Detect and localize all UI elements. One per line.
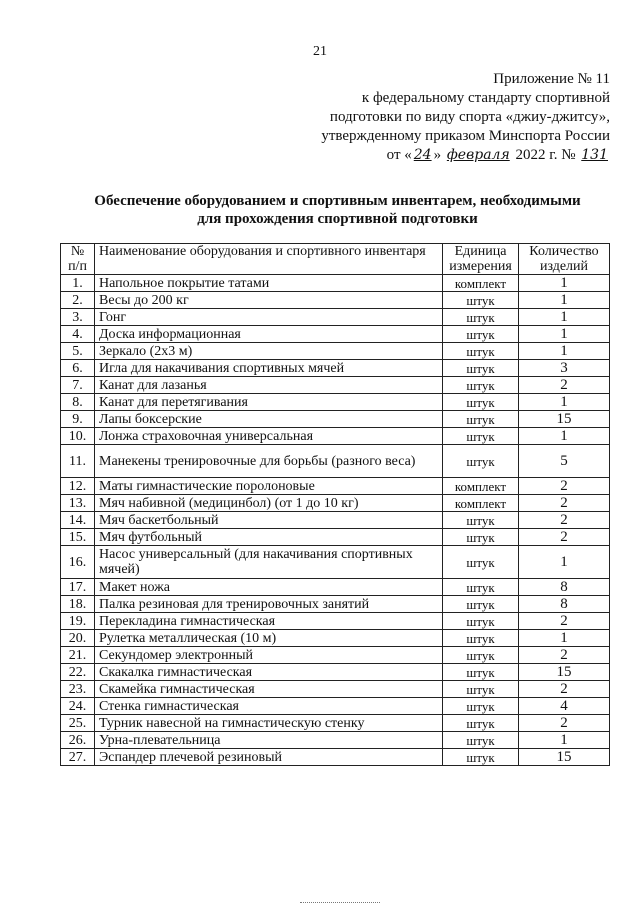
row-name: Перекладина гимнастическая bbox=[95, 613, 443, 630]
table-row bbox=[61, 579, 610, 596]
row-unit: штук bbox=[443, 394, 519, 411]
row-num: 25. bbox=[61, 715, 95, 732]
table-row bbox=[61, 715, 610, 732]
row-name: Лонжа страховочная универсальная bbox=[95, 428, 443, 445]
row-name: Мяч набивной (медицинбол) (от 1 до 10 кг) bbox=[95, 495, 443, 512]
row-name: Лапы боксерские bbox=[95, 411, 443, 428]
row-unit: штук bbox=[443, 732, 519, 749]
row-qty: 2 bbox=[519, 715, 610, 732]
row-name: Канат для перетягивания bbox=[95, 394, 443, 411]
row-unit: штук bbox=[443, 630, 519, 647]
row-qty: 1 bbox=[519, 343, 610, 360]
table-row bbox=[61, 377, 610, 394]
row-unit: штук bbox=[443, 428, 519, 445]
date-year: 2022 г. № bbox=[511, 147, 580, 163]
row-unit: штук bbox=[443, 343, 519, 360]
row-name: Напольное покрытие татами bbox=[95, 275, 443, 292]
table-row bbox=[61, 546, 610, 579]
table-row bbox=[61, 681, 610, 698]
row-name: Урна-плевательница bbox=[95, 732, 443, 749]
row-qty: 8 bbox=[519, 596, 610, 613]
table-row bbox=[61, 275, 610, 292]
row-qty: 1 bbox=[519, 546, 610, 579]
row-num: 8. bbox=[61, 394, 95, 411]
row-qty: 2 bbox=[519, 529, 610, 546]
row-num: 9. bbox=[61, 411, 95, 428]
row-qty: 2 bbox=[519, 495, 610, 512]
row-name: Манекены тренировочные для борьбы (разного веса) bbox=[95, 445, 443, 478]
row-unit: штук bbox=[443, 749, 519, 766]
row-num: 19. bbox=[61, 613, 95, 630]
row-num: 7. bbox=[61, 377, 95, 394]
row-num: 1. bbox=[61, 275, 95, 292]
row-unit: штук bbox=[443, 664, 519, 681]
row-qty: 2 bbox=[519, 512, 610, 529]
row-num: 11. bbox=[61, 445, 95, 478]
row-name: Весы до 200 кг bbox=[95, 292, 443, 309]
row-num: 18. bbox=[61, 596, 95, 613]
row-name: Скамейка гимнастическая bbox=[95, 681, 443, 698]
table-row bbox=[61, 749, 610, 766]
row-unit: штук bbox=[443, 546, 519, 579]
row-num: 24. bbox=[61, 698, 95, 715]
row-name: Мяч баскетбольный bbox=[95, 512, 443, 529]
row-name: Макет ножа bbox=[95, 579, 443, 596]
appendix-line: к федеральному стандарту спортивной bbox=[361, 90, 610, 106]
page-edge-mark bbox=[300, 902, 380, 903]
row-num: 14. bbox=[61, 512, 95, 529]
row-qty: 2 bbox=[519, 681, 610, 698]
row-unit: штук bbox=[443, 411, 519, 428]
table-row bbox=[61, 343, 610, 360]
row-num: 26. bbox=[61, 732, 95, 749]
row-qty: 1 bbox=[519, 732, 610, 749]
header-unit: Единица измерения bbox=[443, 244, 519, 275]
page-number: 21 bbox=[313, 44, 327, 59]
table-row bbox=[61, 326, 610, 343]
row-unit: штук bbox=[443, 529, 519, 546]
row-name: Стенка гимнастическая bbox=[95, 698, 443, 715]
row-qty: 2 bbox=[519, 377, 610, 394]
table-row bbox=[61, 495, 610, 512]
row-num: 15. bbox=[61, 529, 95, 546]
document-title bbox=[60, 192, 615, 228]
row-qty: 8 bbox=[519, 579, 610, 596]
table-row bbox=[61, 428, 610, 445]
header-name: Наименование оборудования и спортивного инвентаря bbox=[95, 244, 443, 275]
handwritten-day: 24 bbox=[413, 147, 432, 163]
row-qty: 4 bbox=[519, 698, 610, 715]
handwritten-order-number: 131 bbox=[581, 147, 608, 163]
table-row bbox=[61, 445, 610, 478]
row-num: 17. bbox=[61, 579, 95, 596]
row-num: 20. bbox=[61, 630, 95, 647]
date-mid: » bbox=[433, 147, 445, 163]
row-qty: 15 bbox=[519, 411, 610, 428]
row-name: Зеркало (2х3 м) bbox=[95, 343, 443, 360]
row-name: Мяч футбольный bbox=[95, 529, 443, 546]
row-unit: штук bbox=[443, 326, 519, 343]
table-row bbox=[61, 512, 610, 529]
row-qty: 1 bbox=[519, 309, 610, 326]
row-unit: комплект bbox=[443, 495, 519, 512]
row-num: 3. bbox=[61, 309, 95, 326]
row-qty: 1 bbox=[519, 292, 610, 309]
row-unit: штук bbox=[443, 596, 519, 613]
table-row bbox=[61, 647, 610, 664]
row-num: 13. bbox=[61, 495, 95, 512]
date-prefix: от « bbox=[386, 147, 412, 163]
row-qty: 1 bbox=[519, 326, 610, 343]
row-name: Турник навесной на гимнастическую стенку bbox=[95, 715, 443, 732]
table-row bbox=[61, 292, 610, 309]
row-num: 21. bbox=[61, 647, 95, 664]
row-unit: штук bbox=[443, 512, 519, 529]
row-name: Скакалка гимнастическая bbox=[95, 664, 443, 681]
row-qty: 1 bbox=[519, 630, 610, 647]
row-name: Палка резиновая для тренировочных занятий bbox=[95, 596, 443, 613]
row-unit: штук bbox=[443, 613, 519, 630]
table-row bbox=[61, 411, 610, 428]
row-unit: штук bbox=[443, 360, 519, 377]
row-name: Маты гимнастические поролоновые bbox=[95, 478, 443, 495]
table-body bbox=[61, 275, 610, 766]
row-qty: 2 bbox=[519, 613, 610, 630]
row-num: 5. bbox=[61, 343, 95, 360]
row-qty: 1 bbox=[519, 394, 610, 411]
row-num: 6. bbox=[61, 360, 95, 377]
row-unit: штук bbox=[443, 579, 519, 596]
row-unit: штук bbox=[443, 715, 519, 732]
appendix-date-line bbox=[280, 146, 610, 165]
row-num: 22. bbox=[61, 664, 95, 681]
row-unit: штук bbox=[443, 698, 519, 715]
row-unit: штук bbox=[443, 377, 519, 394]
table-row bbox=[61, 613, 610, 630]
row-qty: 5 bbox=[519, 445, 610, 478]
row-num: 2. bbox=[61, 292, 95, 309]
row-qty: 1 bbox=[519, 428, 610, 445]
row-qty: 15 bbox=[519, 664, 610, 681]
row-name: Канат для лазанья bbox=[95, 377, 443, 394]
row-unit: комплект bbox=[443, 275, 519, 292]
table-row bbox=[61, 630, 610, 647]
row-name: Доска информационная bbox=[95, 326, 443, 343]
appendix-line: подготовки по виду спорта «джиу-джитсу», bbox=[329, 109, 610, 125]
equipment-table bbox=[60, 243, 610, 766]
row-qty: 15 bbox=[519, 749, 610, 766]
row-num: 4. bbox=[61, 326, 95, 343]
row-name: Рулетка металлическая (10 м) bbox=[95, 630, 443, 647]
handwritten-month: февраля bbox=[446, 147, 510, 163]
header-qty: Количество изделий bbox=[519, 244, 610, 275]
row-name: Секундомер электронный bbox=[95, 647, 443, 664]
table-row bbox=[61, 478, 610, 495]
row-unit: штук bbox=[443, 309, 519, 326]
row-num: 12. bbox=[61, 478, 95, 495]
table-row bbox=[61, 529, 610, 546]
row-qty: 1 bbox=[519, 275, 610, 292]
table-row bbox=[61, 309, 610, 326]
table-row bbox=[61, 360, 610, 377]
title-line: Обеспечение оборудованием и спортивным инвентарем, необходимыми bbox=[94, 193, 581, 209]
table-header-row bbox=[61, 244, 610, 275]
header-num: № п/п bbox=[61, 244, 95, 275]
appendix-line: утвержденному приказом Минспорта России bbox=[321, 128, 610, 144]
row-num: 27. bbox=[61, 749, 95, 766]
row-qty: 3 bbox=[519, 360, 610, 377]
appendix-line: Приложение № 11 bbox=[493, 71, 610, 87]
title-line: для прохождения спортивной подготовки bbox=[197, 211, 478, 227]
table-row bbox=[61, 732, 610, 749]
row-qty: 2 bbox=[519, 478, 610, 495]
row-name: Насос универсальный (для накачивания спортивных мячей) bbox=[95, 546, 443, 579]
row-name: Гонг bbox=[95, 309, 443, 326]
table-row bbox=[61, 596, 610, 613]
row-name: Игла для накачивания спортивных мячей bbox=[95, 360, 443, 377]
table-row bbox=[61, 698, 610, 715]
row-num: 10. bbox=[61, 428, 95, 445]
table-row bbox=[61, 664, 610, 681]
row-qty: 2 bbox=[519, 647, 610, 664]
row-num: 23. bbox=[61, 681, 95, 698]
appendix-block bbox=[280, 70, 610, 165]
row-unit: штук bbox=[443, 445, 519, 478]
row-unit: штук bbox=[443, 292, 519, 309]
row-name: Эспандер плечевой резиновый bbox=[95, 749, 443, 766]
table-row bbox=[61, 394, 610, 411]
row-unit: комплект bbox=[443, 478, 519, 495]
row-unit: штук bbox=[443, 681, 519, 698]
row-num: 16. bbox=[61, 546, 95, 579]
row-unit: штук bbox=[443, 647, 519, 664]
